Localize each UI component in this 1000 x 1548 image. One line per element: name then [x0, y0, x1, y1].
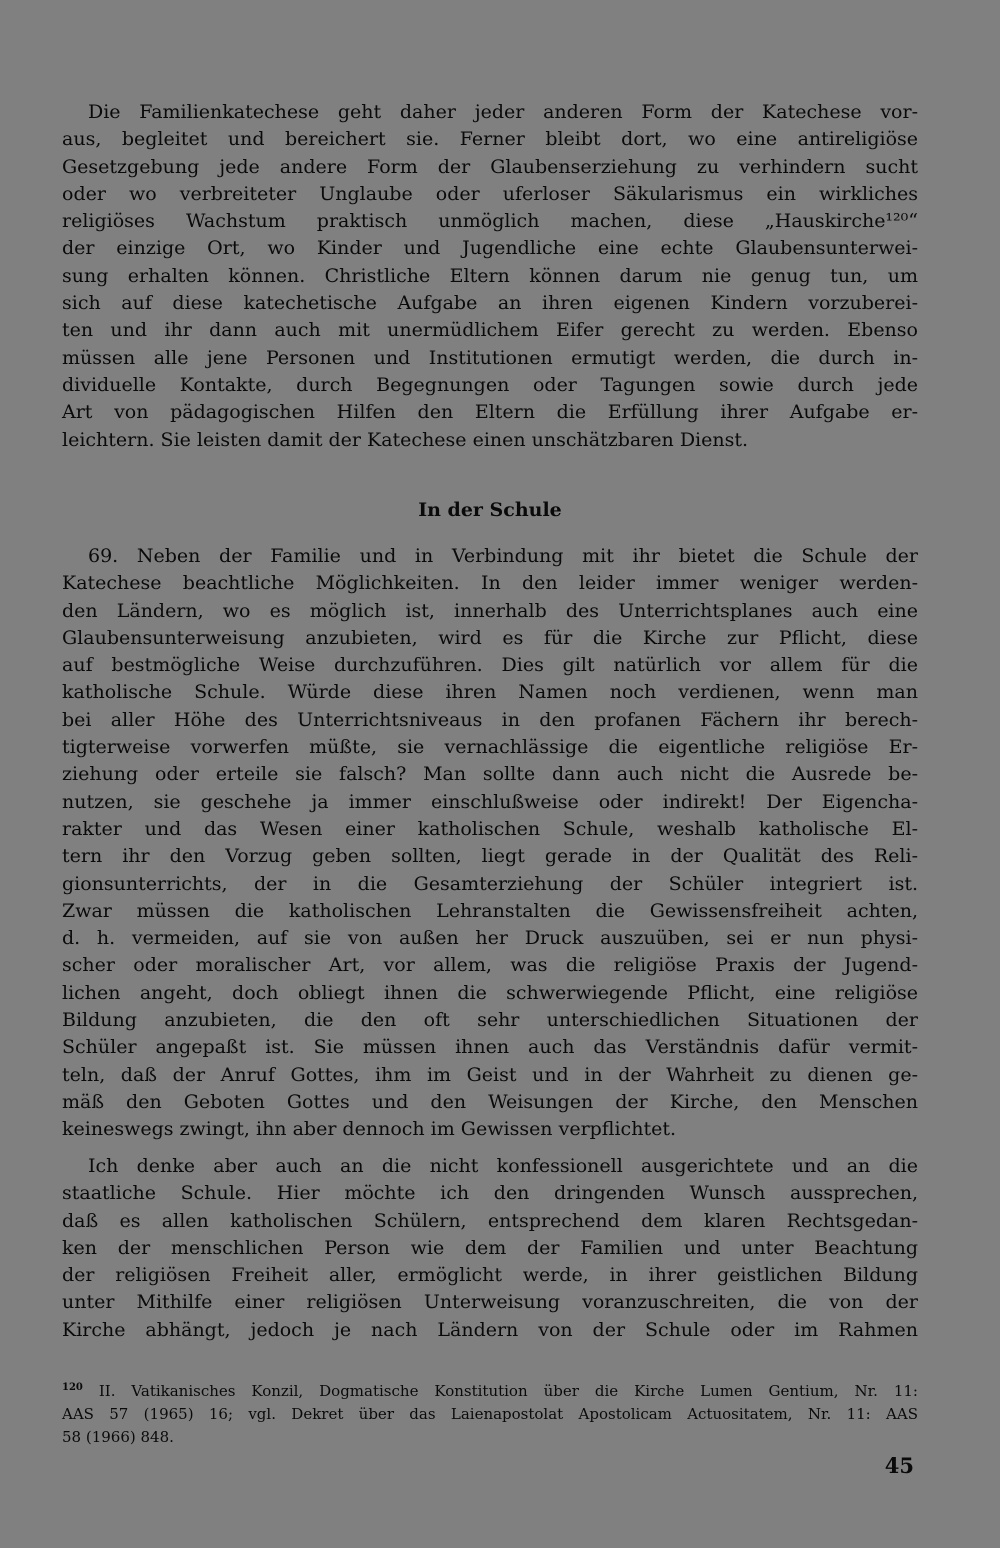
text-line: dividuelle Kontakte, durch Begegnungen oder Tagungen sowie durch jede [62, 373, 918, 396]
text-line: d. h. vermeiden, auf sie von außen her Druck auszuüben, sei er nun physi- [62, 927, 918, 950]
text-line: teln, daß der Anruf Gottes, ihm im Geist und in der Wahrheit zu dienen ge- [62, 1063, 918, 1086]
text-line: ken der menschlichen Person wie dem der Familien und unter Beachtung [62, 1236, 918, 1259]
text-line: Gesetzgebung jede andere Form der Glaubenserziehung zu verhindern sucht [62, 155, 918, 178]
footnote-line: 58 (1966) 848. [62, 1428, 174, 1446]
text-line: Die Familienkatechese geht daher jeder anderen Form der Katechese vor- [88, 101, 918, 123]
text-line: gionsunterrichts, der in die Gesamterziehung der Schüler integriert ist. [62, 872, 918, 895]
text-line: staatliche Schule. Hier möchte ich den dringenden Wunsch aussprechen, [62, 1182, 918, 1205]
page-number: 45 [884, 1453, 914, 1478]
text-line: Katechese beachtliche Möglichkeiten. In den leider immer weniger werden- [62, 572, 918, 595]
text-line: tern ihr den Vorzug geben sollten, liegt gerade in der Qualität des Reli- [62, 845, 918, 868]
text-line: oder wo verbreiteter Unglaube oder uferloser Säkularismus ein wirkliches [62, 182, 918, 205]
text-line: aus, begleitet und bereichert sie. Ferner bleibt dort, wo eine antireligiöse [62, 128, 918, 151]
text-line: Zwar müssen die katholischen Lehranstalten die Gewissensfreiheit achten, [62, 899, 918, 922]
text-line: Bildung anzubieten, die den oft sehr unterschiedlichen Situationen der [62, 1009, 918, 1032]
text-line: sung erhalten können. Christliche Eltern können darum nie genug tun, um [62, 264, 918, 287]
text-line: katholische Schule. Würde diese ihren Namen noch verdienen, wenn man [62, 681, 918, 704]
paragraph-school [62, 543, 918, 1144]
text-line: bei aller Höhe des Unterrichtsniveaus in den profanen Fächern ihr berech- [62, 708, 918, 731]
text-line: sich auf diese katechetische Aufgabe an ihren eigenen Kindern vorzuberei- [62, 292, 918, 315]
text-line: ziehung oder erteile sie falsch? Man sollte dann auch nicht die Ausrede be- [62, 763, 918, 786]
text-line: tigterweise vorwerfen müßte, sie vernachlässige die eigentliche religiöse Er- [62, 736, 918, 759]
text-line: müssen alle jene Personen und Institutionen ermutigt werden, die durch in- [62, 346, 918, 369]
text-line: scher oder moralischer Art, vor allem, was die religiöse Praxis der Jugend- [62, 954, 918, 977]
text-line: rakter und das Wesen einer katholischen Schule, weshalb katholische El- [62, 817, 918, 840]
text-line: auf bestmögliche Weise durchzuführen. Dies gilt natürlich vor allem für die [62, 654, 918, 677]
footnote [62, 1380, 918, 1449]
text-line: ten und ihr dann auch mit unermüdlichem Eifer gerecht zu werden. Ebenso [62, 319, 918, 342]
text-line: Schüler angepaßt ist. Sie müssen ihnen auch das Verständnis dafür vermit- [62, 1036, 918, 1059]
text-line: Ich denke aber auch an die nicht konfessionell ausgerichtete und an die [88, 1155, 918, 1177]
text-line: nutzen, sie geschehe ja immer einschlußweise oder indirekt! Der Eigencha- [62, 790, 918, 813]
paragraph-family-catechesis [62, 99, 918, 454]
text-line: religiöses Wachstum praktisch unmöglich machen, diese „Hauskirche¹²⁰“ [62, 210, 918, 233]
text-line: Glaubensunterweisung anzubieten, wird es für die Kirche zur Pflicht, diese [62, 626, 918, 649]
text-line: 69. Neben der Familie und in Verbindung mit ihr bietet die Schule der [88, 545, 918, 567]
text-line: den Ländern, wo es möglich ist, innerhalb des Unterrichtsplanes auch eine [62, 599, 918, 622]
paragraph-state-school [62, 1153, 918, 1344]
footnote-line: AAS 57 (1965) 16; vgl. Dekret über das Laienapostolat Apostolicam Actuositatem, Nr. 11: AAS [62, 1405, 918, 1423]
text-line: keineswegs zwingt, ihn aber dennoch im Gewissen verpflichtet. [62, 1118, 676, 1141]
text-line: lichen angeht, doch obliegt ihnen die schwerwiegende Pflicht, eine religiöse [62, 981, 918, 1004]
text-line: Art von pädagogischen Hilfen den Eltern die Erfüllung ihrer Aufgabe er- [62, 401, 918, 424]
text-line: der religiösen Freiheit aller, ermöglicht werde, in ihrer geistlichen Bildung [62, 1264, 918, 1287]
text-line: mäß den Geboten Gottes und den Weisungen der Kirche, den Menschen [62, 1090, 918, 1113]
text-line: leichtern. Sie leisten damit der Katechese einen unschätzbaren Dienst. [62, 428, 749, 451]
text-line: der einzige Ort, wo Kinder und Jugendliche eine echte Glaubensunterwei- [62, 237, 918, 260]
text-line: daß es allen katholischen Schülern, entsprechend dem klaren Rechtsgedan- [62, 1209, 918, 1232]
footnote-marker: 120 [62, 1382, 83, 1393]
footnote-line [62, 1380, 918, 1403]
section-heading: In der Schule [418, 499, 562, 521]
text-line: Kirche abhängt, jedoch je nach Ländern von der Schule oder im Rahmen [62, 1318, 918, 1341]
text-line: unter Mithilfe einer religiösen Unterweisung voranzuschreiten, die von der [62, 1291, 918, 1314]
footnote-text: II. Vatikanisches Konzil, Dogmatische Konstitution über die Kirche Lumen Gentium, Nr. 11: [98, 1382, 918, 1400]
